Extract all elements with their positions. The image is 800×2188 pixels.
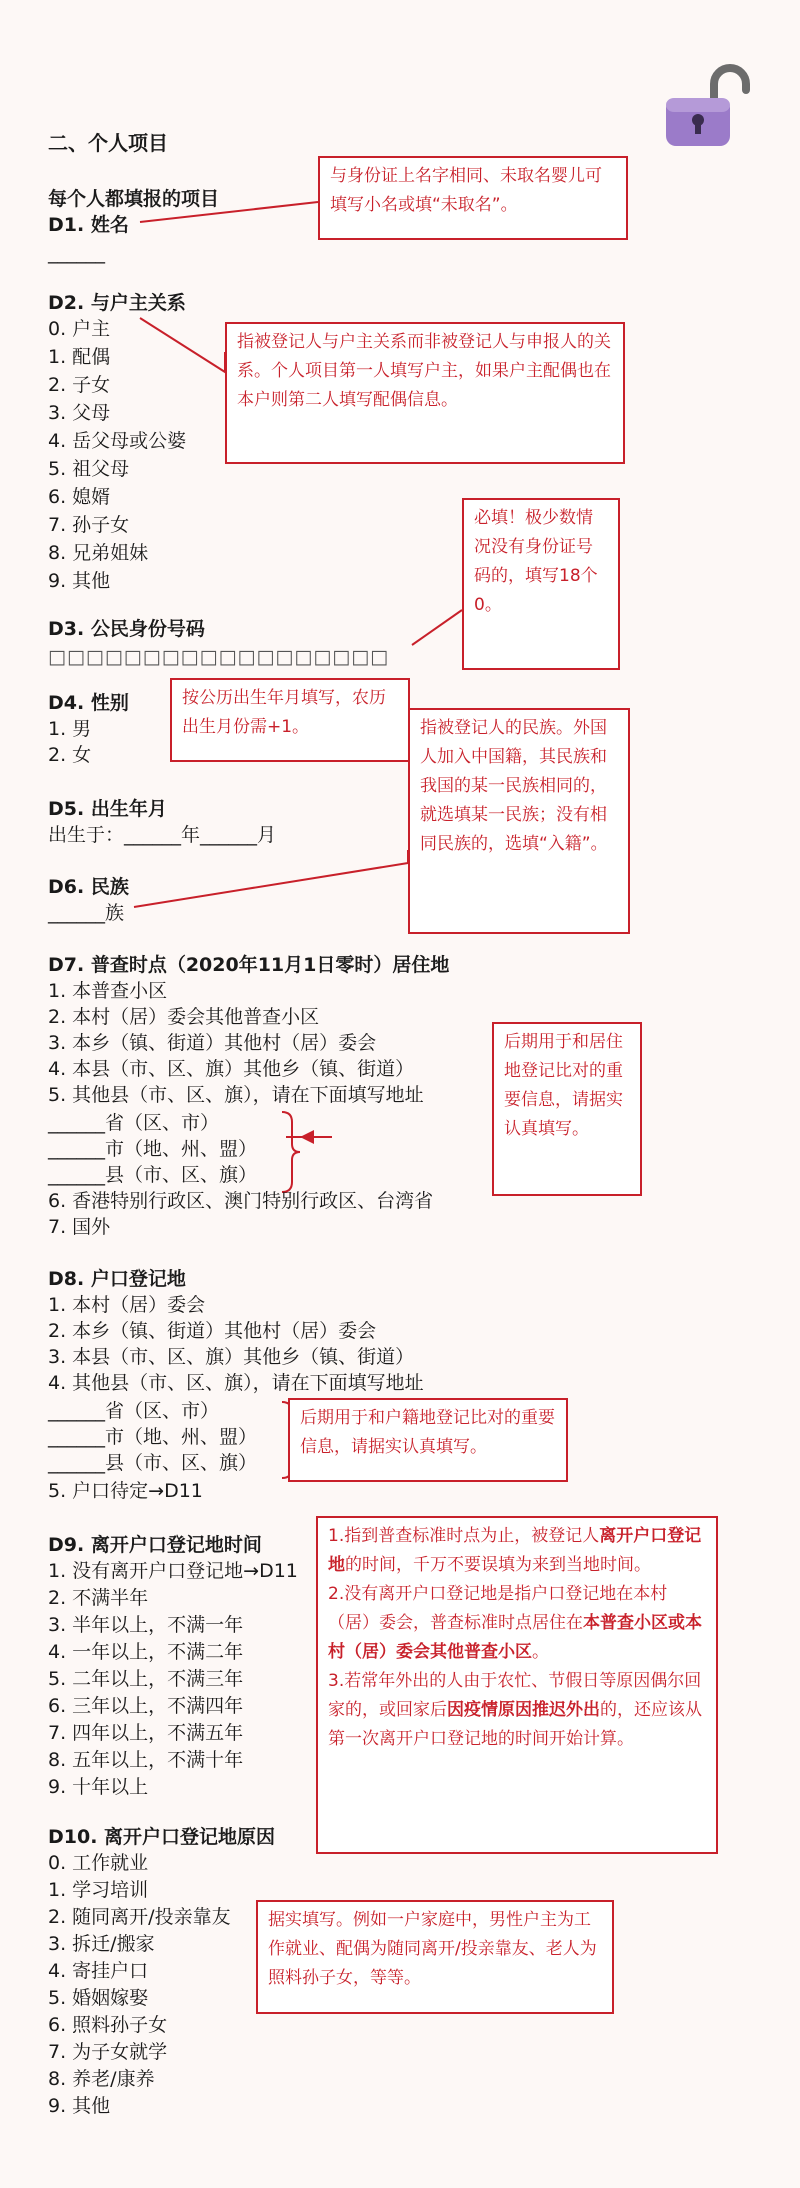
d10-option[interactable]: 1. 学习培训 xyxy=(48,1879,149,1901)
d2-option[interactable]: 8. 兄弟姐妹 xyxy=(48,542,149,564)
note-name: 与身份证上名字相同、未取名婴儿可填写小名或填“未取名”。 xyxy=(318,156,628,240)
d9-label: D9. 离开户口登记地时间 xyxy=(48,1534,262,1556)
birth-date-field[interactable]: 出生于：______年______月 xyxy=(48,824,277,846)
note-leave-time: 1.指到普查标准时点为止，被登记人离开户口登记地的时间，千万不要误填为来到当地时间。 2.没有离开户口登记地是指户口登记地在本村（居）委会，普查标准时点居住在本普查小区或本村（居）委会其他普查小区。 3.若常年外出的人由于农忙、节假日等原因偶尔回家的，或回家后因疫情原因推迟外出的，还应该从第一次离开户口登记地的时间开始计算。 xyxy=(316,1516,718,1854)
d9-option[interactable]: 6. 三年以上，不满四年 xyxy=(48,1695,244,1717)
note-relationship: 指被登记人与户主关系而非被登记人与申报人的关系。个人项目第一人填写户主，如果户主配偶也在本户则第二人填写配偶信息。 xyxy=(225,322,625,464)
note-birth-date: 按公历出生年月填写，农历出生月份需+1。 xyxy=(170,678,410,762)
d9-option[interactable]: 8. 五年以上，不满十年 xyxy=(48,1749,244,1771)
d10-option[interactable]: 9. 其他 xyxy=(48,2095,111,2117)
d8-option[interactable]: 3. 本县（市、区、旗）其他乡（镇、街道） xyxy=(48,1346,415,1368)
d10-option[interactable]: 7. 为子女就学 xyxy=(48,2041,168,2063)
d2-option[interactable]: 3. 父母 xyxy=(48,402,111,424)
d9-option[interactable]: 9. 十年以上 xyxy=(48,1776,149,1798)
d7-option[interactable]: 7. 国外 xyxy=(48,1216,111,1238)
d2-option[interactable]: 0. 户主 xyxy=(48,318,111,340)
d6-label: D6. 民族 xyxy=(48,876,129,898)
note-leave-reason: 据实填写。例如一户家庭中，男性户主为工作就业、配偶为随同离开/投亲靠友、老人为照料孙子女，等等。 xyxy=(256,1900,614,2014)
d10-option[interactable]: 0. 工作就业 xyxy=(48,1852,149,1874)
d2-option[interactable]: 7. 孙子女 xyxy=(48,514,130,536)
ethnicity-field[interactable]: ______族 xyxy=(48,902,125,924)
note-ethnicity: 指被登记人的民族。外国人加入中国籍，其民族和我国的某一民族相同的，就选填某一民族；没有相同民族的，选填“入籍”。 xyxy=(408,708,630,934)
d2-option[interactable]: 4. 岳父母或公婆 xyxy=(48,430,187,452)
d2-option[interactable]: 6. 媳婿 xyxy=(48,486,111,508)
note-id-number: 必填！极少数情况没有身份证号码的，填写18个0。 xyxy=(462,498,620,670)
section-title: 二、个人项目 xyxy=(48,131,168,155)
d8-option[interactable]: 2. 本乡（镇、街道）其他村（居）委会 xyxy=(48,1320,377,1342)
d8-option[interactable]: 5. 户口待定→D11 xyxy=(48,1480,203,1502)
d2-label: D2. 与户主关系 xyxy=(48,292,186,314)
d8-address-province[interactable]: ______省（区、市） xyxy=(48,1400,220,1422)
d8-address-city[interactable]: ______市（地、州、盟） xyxy=(48,1426,258,1448)
d8-option[interactable]: 4. 其他县（市、区、旗），请在下面填写地址 xyxy=(48,1372,424,1394)
note-residence: 后期用于和居住地登记比对的重要信息，请据实认真填写。 xyxy=(492,1022,642,1196)
d10-option[interactable]: 5. 婚姻嫁娶 xyxy=(48,1987,149,2009)
d8-option[interactable]: 1. 本村（居）委会 xyxy=(48,1294,206,1316)
d2-option[interactable]: 1. 配偶 xyxy=(48,346,111,368)
d9-option[interactable]: 5. 二年以上，不满三年 xyxy=(48,1668,244,1690)
d7-option[interactable]: 4. 本县（市、区、旗）其他乡（镇、街道） xyxy=(48,1058,415,1080)
d4-option[interactable]: 2. 女 xyxy=(48,744,92,766)
d1-blank[interactable]: ______ xyxy=(48,242,105,264)
d2-option[interactable]: 2. 子女 xyxy=(48,374,111,396)
d7-option[interactable]: 3. 本乡（镇、街道）其他村（居）委会 xyxy=(48,1032,377,1054)
d9-option[interactable]: 2. 不满半年 xyxy=(48,1587,149,1609)
subheading: 每个人都填报的项目 xyxy=(48,188,220,210)
d7-address-province[interactable]: ______省（区、市） xyxy=(48,1112,220,1134)
d2-option[interactable]: 5. 祖父母 xyxy=(48,458,130,480)
d10-label: D10. 离开户口登记地原因 xyxy=(48,1826,276,1848)
d4-option[interactable]: 1. 男 xyxy=(48,718,92,740)
d9-option[interactable]: 4. 一年以上，不满二年 xyxy=(48,1641,244,1663)
d10-option[interactable]: 3. 拆迁/搬家 xyxy=(48,1933,155,1955)
d3-label: D3. 公民身份号码 xyxy=(48,618,205,640)
d10-option[interactable]: 4. 寄挂户口 xyxy=(48,1960,149,1982)
d8-label: D8. 户口登记地 xyxy=(48,1268,186,1290)
d1-label: D1. 姓名 xyxy=(48,214,129,236)
d7-address-county[interactable]: ______县（市、区、旗） xyxy=(48,1164,258,1186)
d4-label: D4. 性别 xyxy=(48,692,129,714)
d7-option[interactable]: 2. 本村（居）委会其他普查小区 xyxy=(48,1006,320,1028)
id-number-boxes[interactable]: □□□□□□□□□□□□□□□□□□ xyxy=(48,646,390,668)
d7-label: D7. 普查时点（2020年11月1日零时）居住地 xyxy=(48,954,450,976)
d2-option[interactable]: 9. 其他 xyxy=(48,570,111,592)
d7-option[interactable]: 5. 其他县（市、区、旗），请在下面填写地址 xyxy=(48,1084,424,1106)
d9-option[interactable]: 3. 半年以上，不满一年 xyxy=(48,1614,244,1636)
d10-option[interactable]: 2. 随同离开/投亲靠友 xyxy=(48,1906,231,1928)
d7-option[interactable]: 1. 本普查小区 xyxy=(48,980,168,1002)
d7-option[interactable]: 6. 香港特别行政区、澳门特别行政区、台湾省 xyxy=(48,1190,434,1212)
d10-option[interactable]: 8. 养老/康养 xyxy=(48,2068,155,2090)
note-hukou: 后期用于和户籍地登记比对的重要信息，请据实认真填写。 xyxy=(288,1398,568,1482)
lock-icon xyxy=(662,60,758,154)
d7-address-city[interactable]: ______市（地、州、盟） xyxy=(48,1138,258,1160)
d9-option[interactable]: 1. 没有离开户口登记地→D11 xyxy=(48,1560,298,1582)
d9-option[interactable]: 7. 四年以上，不满五年 xyxy=(48,1722,244,1744)
d5-label: D5. 出生年月 xyxy=(48,798,167,820)
d10-option[interactable]: 6. 照料孙子女 xyxy=(48,2014,168,2036)
d8-address-county[interactable]: ______县（市、区、旗） xyxy=(48,1452,258,1474)
